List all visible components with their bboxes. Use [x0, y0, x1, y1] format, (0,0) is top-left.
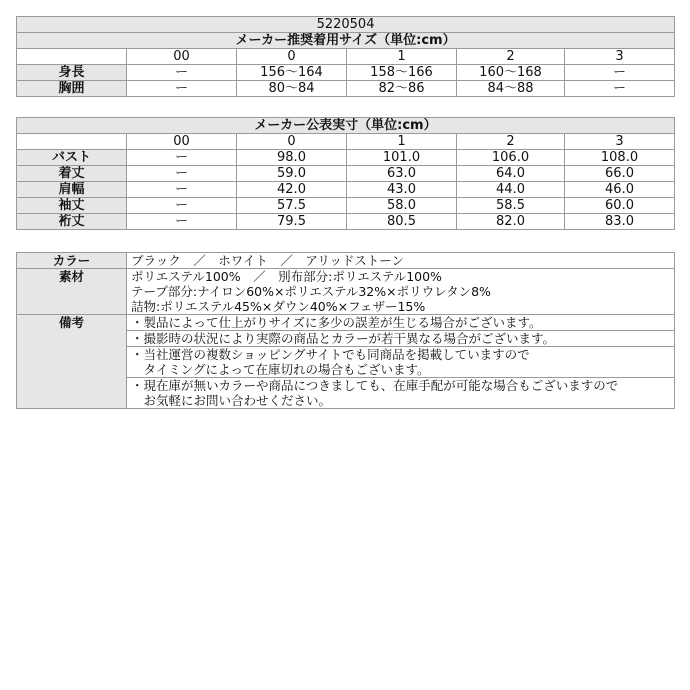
table-cell: 82〜86 — [347, 81, 457, 97]
notes-label: 備考 — [17, 315, 127, 409]
table-cell: 82.0 — [457, 214, 565, 230]
row-label: 胸囲 — [17, 81, 127, 97]
table-cell: ー — [127, 166, 237, 182]
table-row — [17, 150, 675, 166]
material-row — [17, 269, 675, 315]
table-cell: 80〜84 — [237, 81, 347, 97]
note-line: ・製品によって仕上がりサイズに多少の誤差が生じる場合がございます。 — [131, 315, 542, 330]
product-details-table — [16, 252, 675, 409]
table-cell: 98.0 — [237, 150, 347, 166]
size-header: 0 — [237, 49, 347, 65]
table-cell: ー — [565, 65, 675, 81]
table-cell: 58.0 — [347, 198, 457, 214]
actual-size-table — [16, 117, 675, 230]
table-row — [17, 198, 675, 214]
size-header: 0 — [237, 134, 347, 150]
size-header-row — [17, 49, 675, 65]
table-cell: 108.0 — [565, 150, 675, 166]
table-row — [17, 214, 675, 230]
recommended-size-table — [16, 16, 675, 97]
table-row — [17, 65, 675, 81]
table-cell: 64.0 — [457, 166, 565, 182]
color-row — [17, 253, 675, 269]
note-item — [127, 331, 675, 347]
table-cell: ー — [127, 150, 237, 166]
actual-title: メーカー公表実寸（単位:cm） — [17, 118, 675, 134]
material-line: テープ部分:ナイロン60%×ポリエステル32%×ポリウレタン8% — [131, 284, 491, 299]
size-header-row — [17, 134, 675, 150]
table-cell: 106.0 — [457, 150, 565, 166]
table-cell: 44.0 — [457, 182, 565, 198]
table-cell: ー — [127, 81, 237, 97]
row-label: 身長 — [17, 65, 127, 81]
note-line: ・撮影時の状況により実際の商品とカラーが若干異なる場合がございます。 — [131, 331, 556, 346]
corner-cell — [17, 49, 127, 65]
table-cell: 57.5 — [237, 198, 347, 214]
table-cell: 160〜168 — [457, 65, 565, 81]
table-row — [17, 182, 675, 198]
table-cell: ー — [565, 81, 675, 97]
size-header: 00 — [127, 134, 237, 150]
table-cell: 156〜164 — [237, 65, 347, 81]
table-cell: 63.0 — [347, 166, 457, 182]
table-cell: 66.0 — [565, 166, 675, 182]
color-value: ブラック ／ ホワイト ／ アリッドストーン — [127, 253, 675, 269]
row-label: 袖丈 — [17, 198, 127, 214]
table-cell: ー — [127, 182, 237, 198]
note-item — [127, 347, 675, 378]
spec-sheet — [16, 16, 674, 409]
table-cell: 84〜88 — [457, 81, 565, 97]
table-row — [17, 81, 675, 97]
table-cell: 80.5 — [347, 214, 457, 230]
size-header: 00 — [127, 49, 237, 65]
row-label: 着丈 — [17, 166, 127, 182]
table-cell: 60.0 — [565, 198, 675, 214]
row-label: 肩幅 — [17, 182, 127, 198]
table-cell: ー — [127, 65, 237, 81]
material-label: 素材 — [17, 269, 127, 315]
note-item — [127, 315, 675, 331]
color-label: カラー — [17, 253, 127, 269]
material-line: ポリエステル100% ／ 別布部分:ポリエステル100% — [131, 269, 442, 284]
size-header: 2 — [457, 49, 565, 65]
size-header: 3 — [565, 134, 675, 150]
notes-row — [17, 315, 675, 331]
table-cell: 59.0 — [237, 166, 347, 182]
size-header: 3 — [565, 49, 675, 65]
table-cell: 46.0 — [565, 182, 675, 198]
note-item — [127, 378, 675, 409]
material-line: 詰物:ポリエステル45%×ダウン40%×フェザー15% — [131, 299, 426, 314]
row-label: 裄丈 — [17, 214, 127, 230]
table-cell: ー — [127, 214, 237, 230]
note-line: ・当社運営の複数ショッピングサイトでも同商品を掲載していますので — [131, 347, 530, 362]
note-line: タイミングによって在庫切れの場合もございます。 — [131, 362, 430, 377]
corner-cell — [17, 134, 127, 150]
table-cell: 43.0 — [347, 182, 457, 198]
recommended-title: メーカー推奨着用サイズ（単位:cm） — [17, 33, 675, 49]
table-cell: ー — [127, 198, 237, 214]
table-cell: 58.5 — [457, 198, 565, 214]
note-line: ・現在庫が無いカラーや商品につきましても、在庫手配が可能な場合もございますので — [131, 378, 619, 393]
size-header: 2 — [457, 134, 565, 150]
table-cell: 158〜166 — [347, 65, 457, 81]
table-cell: 101.0 — [347, 150, 457, 166]
size-header: 1 — [347, 134, 457, 150]
note-line: お気軽にお問い合わせください。 — [131, 393, 332, 408]
material-value — [127, 269, 675, 315]
row-label: バスト — [17, 150, 127, 166]
table-row — [17, 166, 675, 182]
table-cell: 79.5 — [237, 214, 347, 230]
size-header: 1 — [347, 49, 457, 65]
product-code: 5220504 — [17, 17, 675, 33]
table-cell: 42.0 — [237, 182, 347, 198]
table-cell: 83.0 — [565, 214, 675, 230]
